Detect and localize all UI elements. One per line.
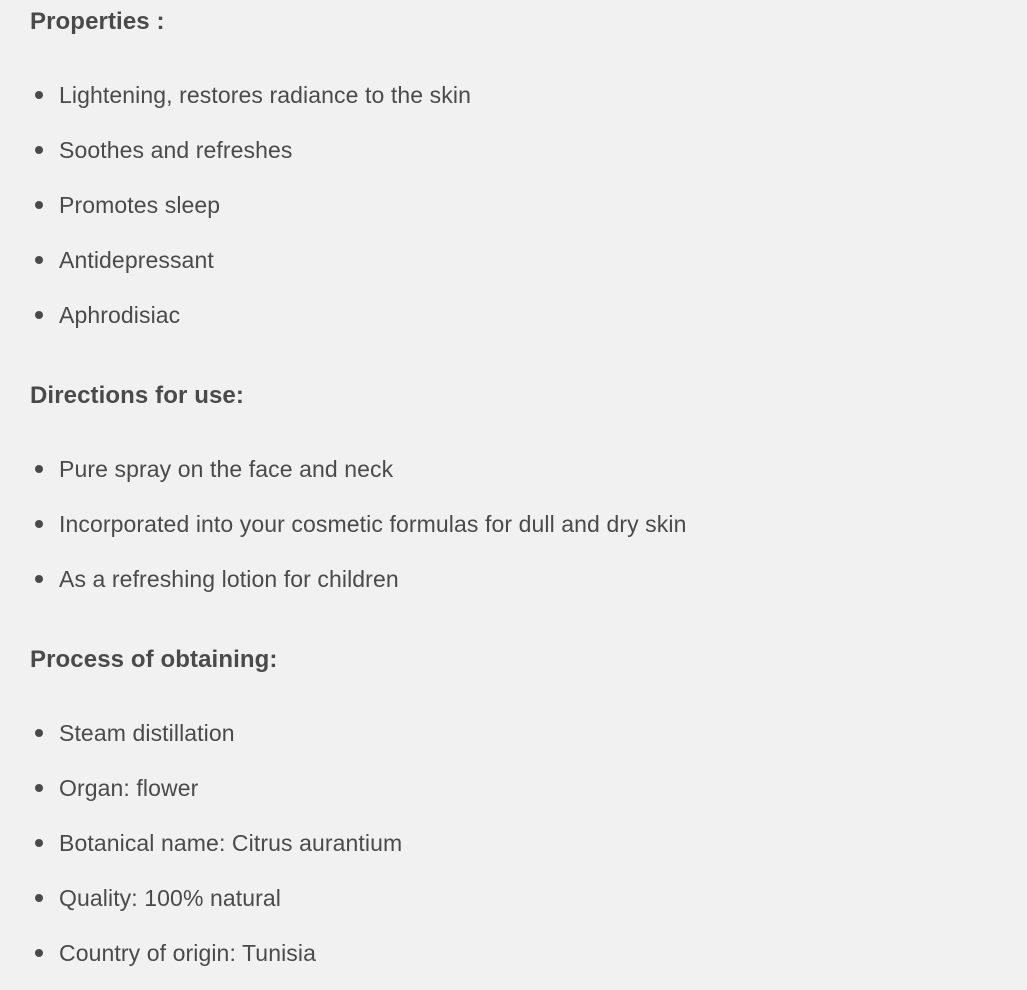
list-item [30, 455, 1027, 483]
bullet-icon [35, 729, 43, 737]
properties-heading: Properties : [30, 8, 165, 35]
list-item-text: Pure spray on the face and neck [59, 456, 394, 482]
list-item-text: Aphrodisiac [59, 302, 181, 328]
bullet-icon [35, 256, 43, 264]
list-item [30, 191, 1027, 219]
process-list [30, 719, 1027, 967]
bullet-icon [35, 894, 43, 902]
list-item [30, 246, 1027, 274]
list-item-text: Steam distillation [59, 720, 235, 746]
list-item [30, 510, 1027, 538]
list-item-text: Organ: flower [59, 775, 199, 801]
properties-section [30, 0, 1027, 329]
directions-heading: Directions for use: [30, 382, 244, 409]
list-item [30, 774, 1027, 802]
directions-list [30, 455, 1027, 593]
list-item-text: Incorporated into your cosmetic formulas for dull and dry skin [59, 511, 687, 537]
bullet-icon [35, 520, 43, 528]
list-item [30, 939, 1027, 967]
bullet-icon [35, 949, 43, 957]
list-item [30, 565, 1027, 593]
list-item [30, 829, 1027, 857]
bullet-icon [35, 311, 43, 319]
bullet-icon [35, 91, 43, 99]
bullet-icon [35, 784, 43, 792]
bullet-icon [35, 575, 43, 583]
list-item [30, 81, 1027, 109]
properties-list [30, 81, 1027, 329]
process-heading: Process of obtaining: [30, 646, 278, 673]
list-item-text: Lightening, restores radiance to the skin [59, 82, 471, 108]
bullet-icon [35, 839, 43, 847]
list-item [30, 719, 1027, 747]
list-item [30, 301, 1027, 329]
list-item-text: Botanical name: Citrus aurantium [59, 830, 403, 856]
list-item-text: Quality: 100% natural [59, 885, 282, 911]
bullet-icon [35, 201, 43, 209]
list-item [30, 136, 1027, 164]
bullet-icon [35, 465, 43, 473]
list-item-text: Antidepressant [59, 247, 214, 273]
list-item-text: As a refreshing lotion for children [59, 566, 399, 592]
list-item-text: Country of origin: Tunisia [59, 940, 317, 966]
list-item-text: Promotes sleep [59, 192, 221, 218]
list-item [30, 884, 1027, 912]
directions-section [30, 382, 1027, 593]
bullet-icon [35, 146, 43, 154]
process-section [30, 646, 1027, 967]
list-item-text: Soothes and refreshes [59, 137, 293, 163]
